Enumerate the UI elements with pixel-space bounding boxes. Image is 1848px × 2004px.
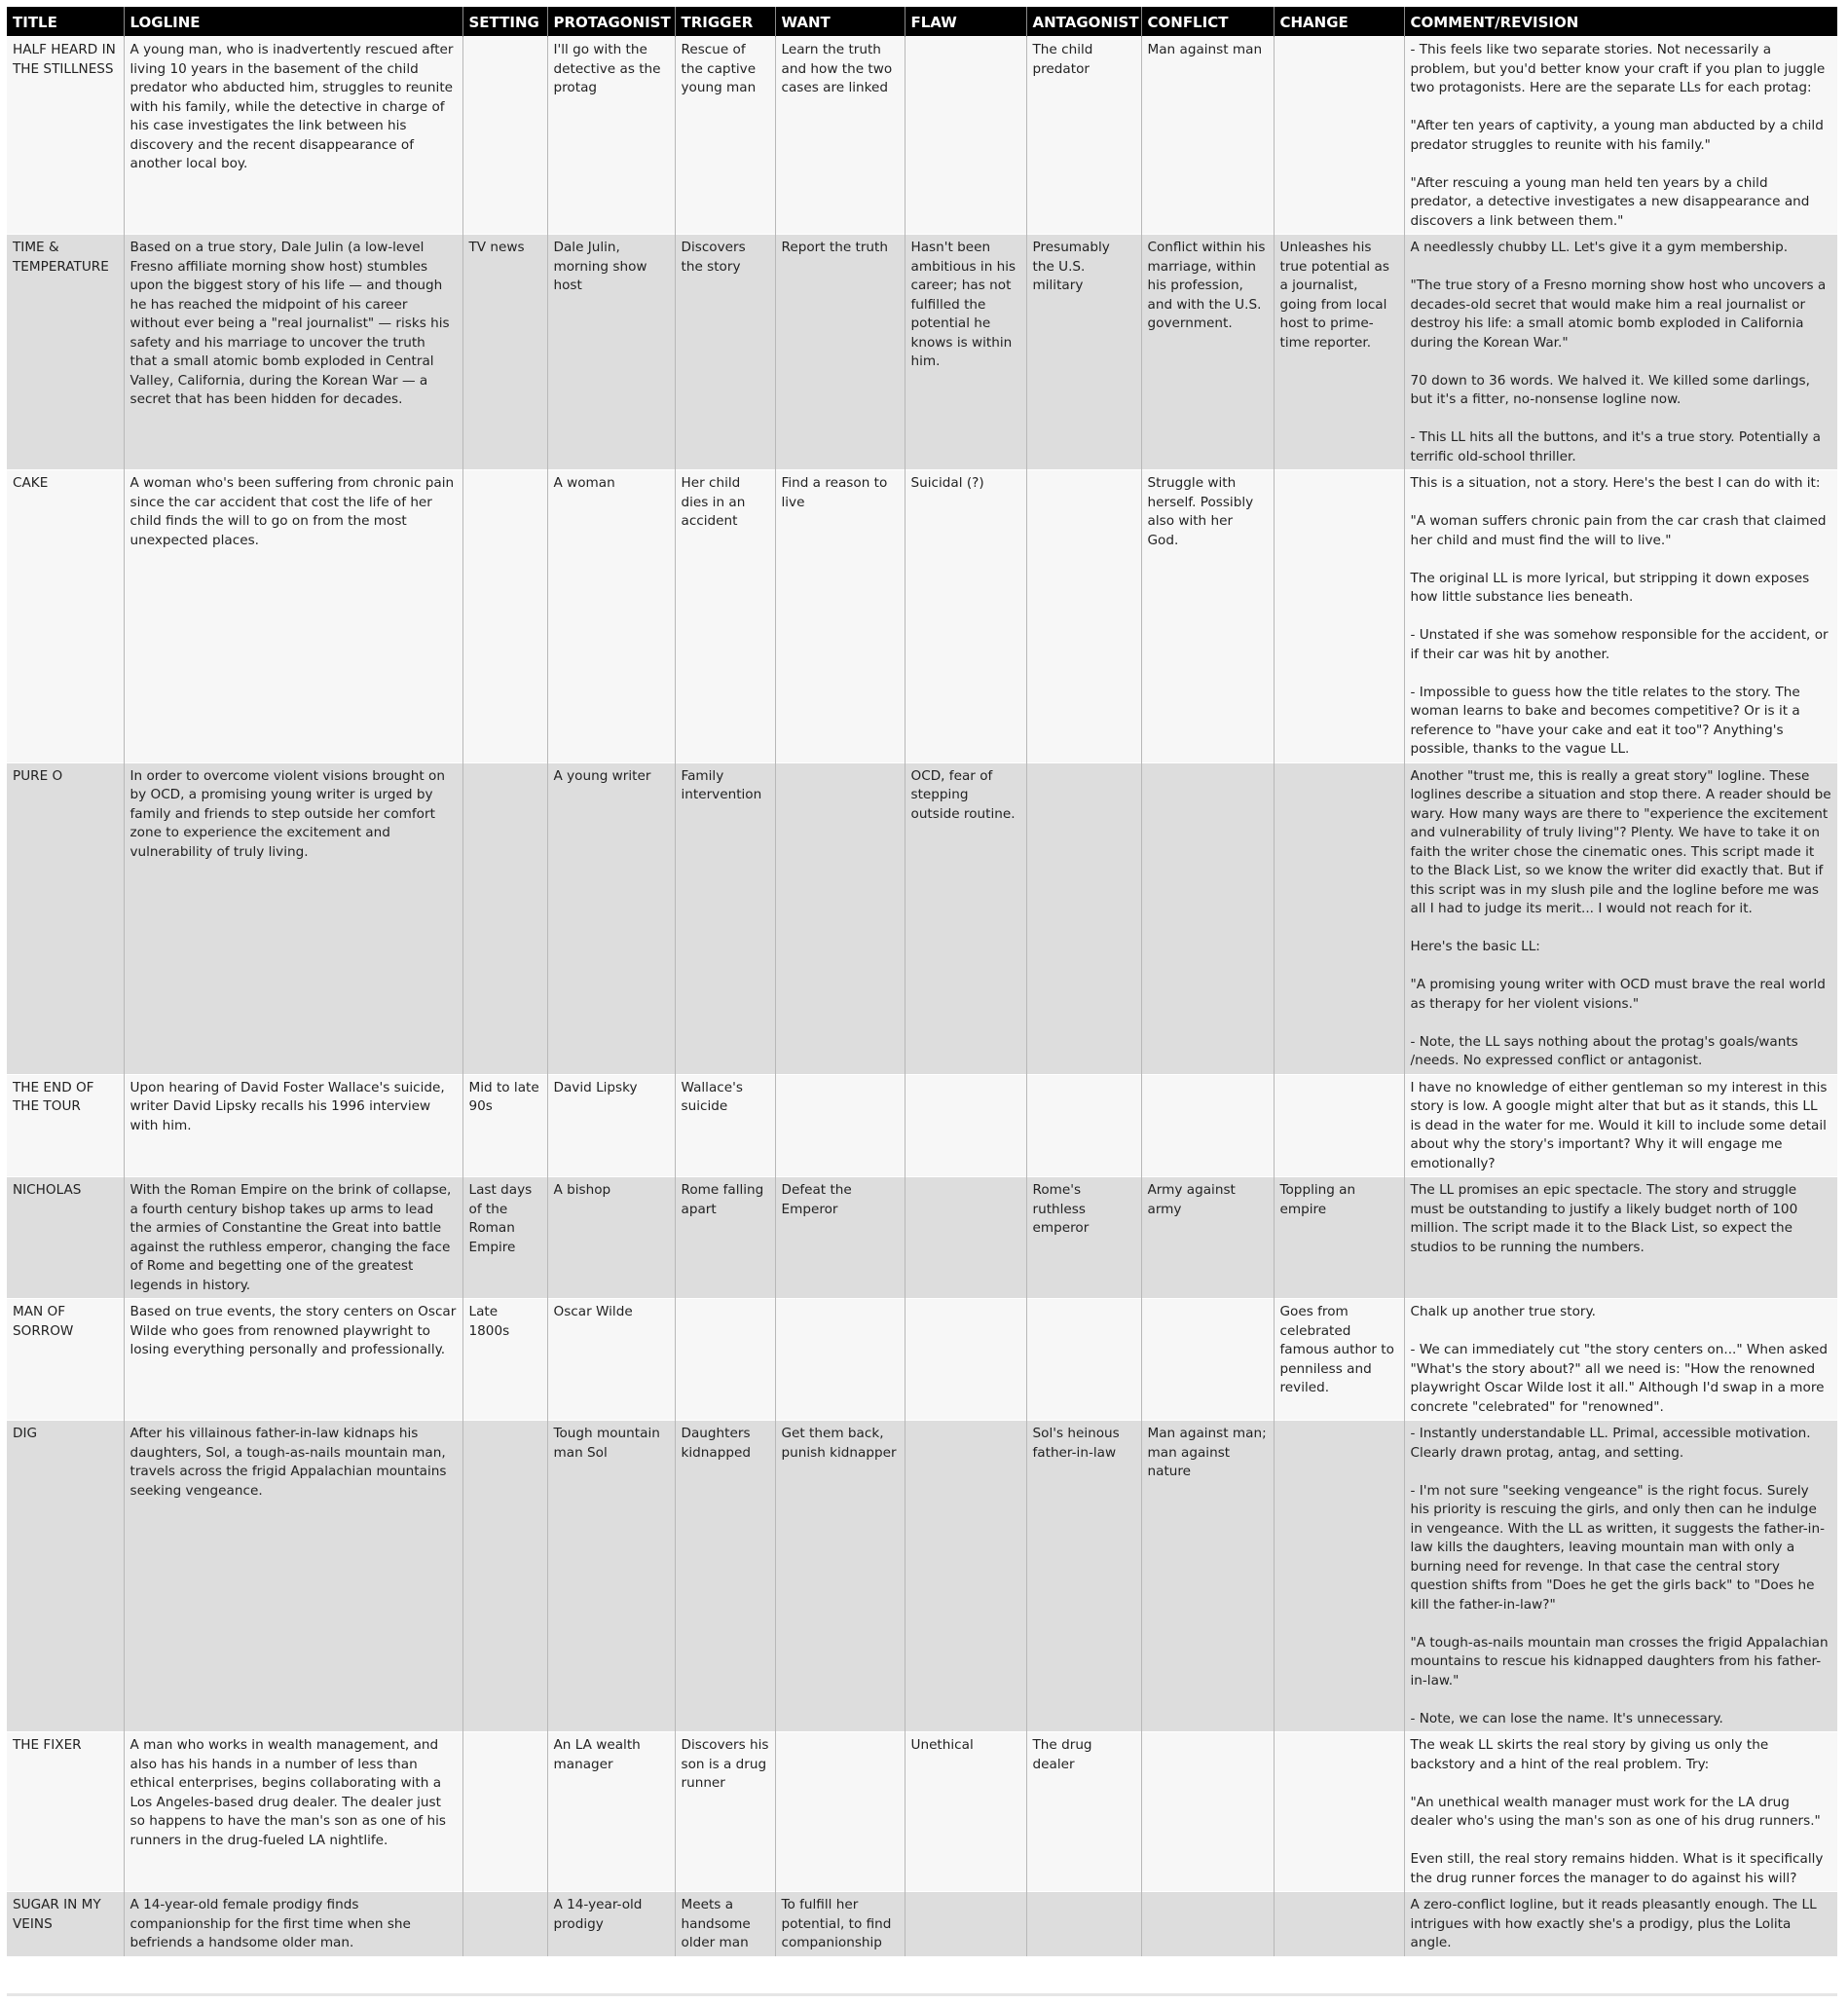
cell-flaw	[905, 1421, 1026, 1732]
cell-change: Toppling an empire	[1274, 1177, 1404, 1299]
table-row	[7, 1421, 1837, 1732]
cell-protagonist: Dale Julin, morning show host	[547, 235, 675, 470]
table-body	[7, 37, 1837, 1956]
cell-conflict: Conflict within his marriage, within his profession, and with the U.S. government.	[1141, 235, 1274, 470]
cell-logline: A woman who's been suffering from chronic pain since the car accident that cost the life of her child finds the will to go on from the most unexpected places.	[124, 470, 462, 763]
table-row	[7, 1732, 1837, 1892]
cell-change: Goes from celebrated famous author to penniless and reviled.	[1274, 1299, 1404, 1421]
cell-antagonist	[1026, 762, 1141, 1074]
table-row	[7, 1299, 1837, 1421]
cell-comment-revision	[1404, 1299, 1837, 1421]
cell-title: NICHOLAS	[7, 1177, 124, 1299]
cell-title: THE END OF THE TOUR	[7, 1074, 124, 1177]
header-trigger: TRIGGER	[675, 7, 775, 37]
header-flaw: FLAW	[905, 7, 1026, 37]
cell-comment-revision	[1404, 1074, 1837, 1177]
cell-logline: A young man, who is inadvertently rescued after living 10 years in the basement of the child predator who abducted him, struggles to reunite with his family, while the detective in charge of his case investigates the link between his discovery and the recent disappearance of another local boy.	[124, 37, 462, 235]
cell-change	[1274, 762, 1404, 1074]
header-title: TITLE	[7, 7, 124, 37]
header-conflict: CONFLICT	[1141, 7, 1274, 37]
cell-comment-revision	[1404, 762, 1837, 1074]
cell-comment-revision	[1404, 1177, 1837, 1299]
cell-logline: With the Roman Empire on the brink of collapse, a fourth century bishop takes up arms to lead the armies of Constantine the Great into battle against the ruthless emperor, changing the face of Rome and begetting one of the greatest legends in history.	[124, 1177, 462, 1299]
cell-want: Learn the truth and how the two cases are linked	[775, 37, 905, 235]
cell-logline: After his villainous father-in-law kidnaps his daughters, Sol, a tough-as-nails mountain man, travels across the frigid Appalachian mountains seeking vengeance.	[124, 1421, 462, 1732]
cell-logline: A 14-year-old female prodigy finds companionship for the first time when she befriends a handsome older man.	[124, 1892, 462, 1956]
cell-title: DIG	[7, 1421, 124, 1732]
cell-flaw: Unethical	[905, 1732, 1026, 1892]
cell-change	[1274, 1074, 1404, 1177]
cell-comment-revision	[1404, 470, 1837, 763]
cell-title: HALF HEARD IN THE STILLNESS	[7, 37, 124, 235]
comment-paragraph: "The true story of a Fresno morning show host who uncovers a decades-old secret that would make him a real journalist or destroy his life: a small atomic bomb exploded in California during the Korean War."	[1410, 278, 1827, 351]
cell-want: Report the truth	[775, 235, 905, 470]
cell-logline: In order to overcome violent visions brought on by OCD, a promising young writer is urged by family and friends to step outside her comfort zone to experience the excitement and vulnerability of truly living.	[124, 762, 462, 1074]
comment-paragraph: A needlessly chubby LL. Let's give it a gym membership.	[1410, 240, 1789, 255]
cell-trigger: Her child dies in an accident	[675, 470, 775, 763]
cell-flaw: OCD, fear of stepping outside routine.	[905, 762, 1026, 1074]
table-row	[7, 1177, 1837, 1299]
cell-conflict	[1141, 1892, 1274, 1956]
cell-change	[1274, 470, 1404, 763]
cell-protagonist: Oscar Wilde	[547, 1299, 675, 1421]
cell-comment-revision	[1404, 1732, 1837, 1892]
comment-paragraph: This is a situation, not a story. Here's the best I can do with it:	[1410, 475, 1821, 491]
cell-trigger: Rescue of the captive young man	[675, 37, 775, 235]
table-row	[7, 470, 1837, 763]
cell-setting: Last days of the Roman Empire	[462, 1177, 547, 1299]
cell-flaw	[905, 37, 1026, 235]
comment-paragraph: - Unstated if she was somehow responsible for the accident, or if their car was hit by another.	[1410, 627, 1829, 662]
cell-setting	[462, 470, 547, 763]
cell-protagonist: A bishop	[547, 1177, 675, 1299]
cell-setting: TV news	[462, 235, 547, 470]
table-row	[7, 37, 1837, 235]
cell-protagonist: A young writer	[547, 762, 675, 1074]
cell-trigger: Family intervention	[675, 762, 775, 1074]
cell-antagonist: Presumably the U.S. military	[1026, 235, 1141, 470]
cell-antagonist	[1026, 1299, 1141, 1421]
cell-conflict	[1141, 762, 1274, 1074]
cell-want	[775, 1299, 905, 1421]
cell-setting: Late 1800s	[462, 1299, 547, 1421]
comment-paragraph: - Instantly understandable LL. Primal, accessible motivation. Clearly drawn protag, antag, and setting.	[1410, 1426, 1811, 1461]
cell-protagonist: Tough mountain man Sol	[547, 1421, 675, 1732]
cell-title: SUGAR IN MY VEINS	[7, 1892, 124, 1956]
table-row	[7, 1892, 1837, 1956]
cell-logline: Based on a true story, Dale Julin (a low-level Fresno affiliate morning show host) stumbles upon the biggest story of his life — and though he has reached the midpoint of his career without ever being a "real journalist" — risks his safety and his marriage to uncover the truth that a small atomic bomb exploded in Central Valley, California, during the Korean War — a secret that has been hidden for decades.	[124, 235, 462, 470]
comment-paragraph: I have no knowledge of either gentleman so my interest in this story is low. A google might alter that but as it stands, this LL is dead in the water for me. Would it kill to include some detail about why the story's important? Why it will engage me emotionally?	[1410, 1079, 1828, 1171]
comment-paragraph: Another "trust me, this is really a great story" logline. These loglines describe a situation and stop there. A reader should be wary. How many ways are there to "experience the excitement and vulnerability of truly living"? Plenty. We have to take it on faith the writer chose the cinematic ones. This script made it to the Black List, so we know the writer did exactly that. But if this script was in my slush pile and the logline before me was all I had to judge its merit... I would not reach for it.	[1410, 767, 1831, 916]
cell-change	[1274, 37, 1404, 235]
header-comment-revision: COMMENT/REVISION	[1404, 7, 1837, 37]
cell-antagonist: Rome's ruthless emperor	[1026, 1177, 1141, 1299]
comment-paragraph: - Note, the LL says nothing about the protag's goals/wants /needs. No expressed conflict or antagonist.	[1410, 1033, 1798, 1068]
cell-want	[775, 1074, 905, 1177]
cell-setting	[462, 1892, 547, 1956]
comment-paragraph: The LL promises an epic spectacle. The story and struggle must be outstanding to justify a likely budget north of 100 million. The script made it to the Black List, so expect the studios to be running the numbers.	[1410, 1182, 1798, 1255]
cell-antagonist: Sol's heinous father-in-law	[1026, 1421, 1141, 1732]
header-change: CHANGE	[1274, 7, 1404, 37]
cell-change	[1274, 1421, 1404, 1732]
cell-antagonist: The drug dealer	[1026, 1732, 1141, 1892]
comment-paragraph: The weak LL skirts the real story by giving us only the backstory and a hint of the real problem. Try:	[1410, 1737, 1769, 1772]
comment-paragraph: "After rescuing a young man held ten years by a child predator, a detective investigates a new disappearance and discovers a link between them."	[1410, 174, 1810, 229]
cell-title: PURE O	[7, 762, 124, 1074]
comment-paragraph: - I'm not sure "seeking vengeance" is the right focus. Surely his priority is rescuing the girls, and only then can he indulge in vengeance. With the LL as written, it suggests the father-in-law kills the daughters, leaving mountain man with only a burning need for revenge. In that case the central story question shifts from "Does he get the girls back" to "Does he kill the father-in-law?"	[1410, 1482, 1825, 1613]
cell-setting	[462, 37, 547, 235]
logline-spreadsheet	[7, 7, 1837, 1996]
comment-paragraph: - This LL hits all the buttons, and it's a true story. Potentially a terrific old-school thriller.	[1410, 429, 1821, 464]
comment-paragraph: "After ten years of captivity, a young man abducted by a child predator struggles to reunite with his family."	[1410, 118, 1824, 153]
cell-want: Get them back, punish kidnapper	[775, 1421, 905, 1732]
cell-flaw	[905, 1177, 1026, 1299]
cell-antagonist	[1026, 1892, 1141, 1956]
cell-trigger: Discovers his son is a drug runner	[675, 1732, 775, 1892]
header-protagonist: PROTAGONIST	[547, 7, 675, 37]
cell-antagonist	[1026, 470, 1141, 763]
comment-paragraph: - We can immediately cut "the story centers on..." When asked "What's the story about?" all we need is: "How the renowned playwright Oscar Wilde lost it all." Although I'd swap in a more concrete "celebrated" for "renowned".	[1410, 1342, 1829, 1415]
cell-flaw	[905, 1074, 1026, 1177]
cell-trigger: Discovers the story	[675, 235, 775, 470]
cell-logline: Based on true events, the story centers on Oscar Wilde who goes from renowned playwright to losing everything personally and professionally.	[124, 1299, 462, 1421]
cell-trigger: Meets a handsome older man	[675, 1892, 775, 1956]
cell-protagonist: I'll go with the detective as the protag	[547, 37, 675, 235]
cell-conflict: Struggle with herself. Possibly also with her God.	[1141, 470, 1274, 763]
cell-setting: Mid to late 90s	[462, 1074, 547, 1177]
cell-trigger: Rome falling apart	[675, 1177, 775, 1299]
cell-flaw	[905, 1299, 1026, 1421]
cell-flaw	[905, 1892, 1026, 1956]
cell-trigger	[675, 1299, 775, 1421]
cell-title: CAKE	[7, 470, 124, 763]
comment-paragraph: "An unethical wealth manager must work for the LA drug dealer who's using the man's son as one of his drug runners."	[1410, 1794, 1821, 1829]
header-setting: SETTING	[462, 7, 547, 37]
cell-title: THE FIXER	[7, 1732, 124, 1892]
table-row	[7, 1074, 1837, 1177]
cell-change	[1274, 1892, 1404, 1956]
comment-paragraph: Even still, the real story remains hidden. What is it specifically the drug runner forces the manager to do against his will?	[1410, 1851, 1824, 1886]
comment-paragraph: - Impossible to guess how the title relates to the story. The woman learns to bake and becomes competitive? Or is it a reference to "have your cake and eat it too"? Anything's possible, thanks to the vague LL.	[1410, 684, 1800, 757]
comment-paragraph: Here's the basic LL:	[1410, 939, 1540, 954]
comment-paragraph: The original LL is more lyrical, but stripping it down exposes how little substance lies beneath.	[1410, 570, 1810, 605]
cell-conflict	[1141, 1732, 1274, 1892]
comment-paragraph: "A promising young writer with OCD must brave the real world as therapy for her violent visions."	[1410, 977, 1826, 1012]
cell-comment-revision	[1404, 1892, 1837, 1956]
header-logline: LOGLINE	[124, 7, 462, 37]
cell-comment-revision	[1404, 235, 1837, 470]
cell-protagonist: David Lipsky	[547, 1074, 675, 1177]
cell-title: TIME & TEMPERATURE	[7, 235, 124, 470]
cell-want	[775, 1732, 905, 1892]
comment-paragraph: "A tough-as-nails mountain man crosses the frigid Appalachian mountains to rescue his kidnapped daughters from his father-in-law."	[1410, 1634, 1829, 1689]
cell-change	[1274, 1732, 1404, 1892]
cell-flaw: Hasn't been ambitious in his career; has not fulfilled the potential he knows is within him.	[905, 235, 1026, 470]
cell-comment-revision	[1404, 1421, 1837, 1732]
cell-antagonist	[1026, 1074, 1141, 1177]
cell-conflict: Man against man; man against nature	[1141, 1421, 1274, 1732]
comment-paragraph: - Note, we can lose the name. It's unnecessary.	[1410, 1710, 1723, 1726]
cell-comment-revision	[1404, 37, 1837, 235]
comment-paragraph: 70 down to 36 words. We halved it. We killed some darlings, but it's a fitter, no-nonsense logline now.	[1410, 372, 1810, 407]
cell-want: Find a reason to live	[775, 470, 905, 763]
comment-paragraph: A zero-conflict logline, but it reads pleasantly enough. The LL intrigues with how exactly she's a prodigy, plus the Lolita angle.	[1410, 1897, 1817, 1950]
header-row	[7, 7, 1837, 37]
table-row	[7, 762, 1837, 1074]
cell-conflict: Man against man	[1141, 37, 1274, 235]
cell-conflict	[1141, 1299, 1274, 1421]
page-footer-rule	[7, 1993, 1837, 1996]
cell-title: MAN OF SORROW	[7, 1299, 124, 1421]
cell-setting	[462, 762, 547, 1074]
cell-antagonist: The child predator	[1026, 37, 1141, 235]
logline-table	[7, 7, 1837, 1956]
header-antagonist: ANTAGONIST	[1026, 7, 1141, 37]
cell-want	[775, 762, 905, 1074]
comment-paragraph: Chalk up another true story.	[1410, 1304, 1596, 1319]
cell-conflict: Army against army	[1141, 1177, 1274, 1299]
cell-logline: A man who works in wealth management, and also has his hands in a number of less than ethical enterprises, begins collaborating with a Los Angeles-based drug dealer. The dealer just so happens to have the man's son as one of his runners in the drug-fueled LA nightlife.	[124, 1732, 462, 1892]
cell-setting	[462, 1732, 547, 1892]
cell-conflict	[1141, 1074, 1274, 1177]
cell-setting	[462, 1421, 547, 1732]
cell-change: Unleashes his true potential as a journalist, going from local host to prime-time reporter.	[1274, 235, 1404, 470]
comment-paragraph: - This feels like two separate stories. Not necessarily a problem, but you'd better know your craft if you plan to juggle two protagonists. Here are the separate LLs for each protag:	[1410, 42, 1826, 95]
table-row	[7, 235, 1837, 470]
cell-protagonist: A 14-year-old prodigy	[547, 1892, 675, 1956]
cell-want: Defeat the Emperor	[775, 1177, 905, 1299]
cell-protagonist: An LA wealth manager	[547, 1732, 675, 1892]
cell-trigger: Wallace's suicide	[675, 1074, 775, 1177]
cell-trigger: Daughters kidnapped	[675, 1421, 775, 1732]
cell-logline: Upon hearing of David Foster Wallace's suicide, writer David Lipsky recalls his 1996 interview with him.	[124, 1074, 462, 1177]
header-want: WANT	[775, 7, 905, 37]
cell-flaw: Suicidal (?)	[905, 470, 1026, 763]
cell-protagonist: A woman	[547, 470, 675, 763]
comment-paragraph: "A woman suffers chronic pain from the car crash that claimed her child and must find the will to live."	[1410, 513, 1827, 548]
cell-want: To fulfill her potential, to find companionship	[775, 1892, 905, 1956]
